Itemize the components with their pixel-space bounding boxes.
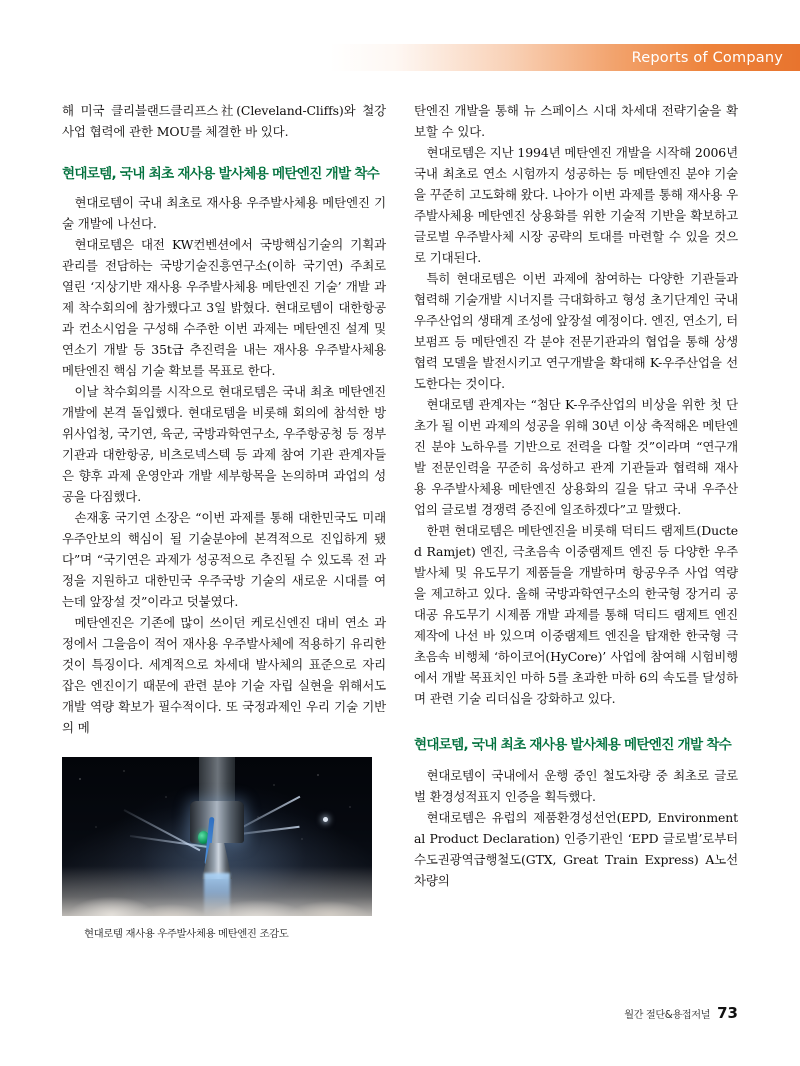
- paragraph: 현대로템은 유럽의 제품환경성선언(EPD, Environmental Product Declaration) 인증기관인 ‘EPD 글로벌’로부터 수도권광역급행철도(GTX, Great Train Express) A노선 차량의: [414, 810, 738, 888]
- section-heading-epd-certification: 현대로템, 국내 최초 재사용 발사체용 메탄엔진 개발 착수: [414, 737, 732, 753]
- paragraph: 현대로템 관계자는 “첨단 K-우주산업의 비상을 위한 첫 단초가 될 이번 과제의 성공을 위해 30년 이상 축적해온 메탄엔진 분야 노하우를 기반으로 전력을 다할 것”이라며 “연구개발 전문인력을 꾸준히 육성하고 관계 기관들과 협력해 재사용 우주발사체용 메탄엔진 상용화의 길을 닦고 국내 우주산업의 글로벌 경쟁력 증진에 일조하겠다”고 말했다.: [414, 397, 738, 517]
- paragraph: 한편 현대로템은 메탄엔진을 비롯해 덕티드 램제트(Ducted Ramjet) 엔진, 극초음속 이중램제트 엔진 등 다양한 우주발사체 및 유도무기 제품들을 개발하며 항공우주 사업 역량을 제고하고 있다. 올해 국방과학연구소의 한국형 장거리 공대공 유도무기 시제품 개발 과제를 통해 덕티드 램제트 엔진 제작에 나선 바 있으며 이중램제트 엔진을 탑재한 한국형 극초음속 비행체 ‘하이코어(HyCore)’ 사업에 참여해 시험비행에서 개발 목표치인 마하 5를 초과한 마하 6의 속도를 달성하며 관련 기술 리더십을 강화하고 있다.: [414, 523, 738, 706]
- paragraph: 특히 현대로템은 이번 과제에 참여하는 다양한 기관들과 협력해 기술개발 시너지를 극대화하고 형성 초기단계인 국내 우주산업의 생태계 조성에 앞장설 예정이다. 엔진, 연소기, 터보펌프 등 메탄엔진 각 분야 전문기관과의 협업을 통해 상생협력 모델을 발전시키고 연구개발을 확대해 K-우주산업을 선도한다는 것이다.: [414, 271, 738, 391]
- article-columns: [62, 100, 738, 940]
- paragraph-continued: 탄엔진 개발을 통해 뉴 스페이스 시대 차세대 전략기술을 확보할 수 있다.: [414, 103, 738, 139]
- journal-name: 월간 절단&용접저널: [624, 1010, 711, 1021]
- running-header-title: Reports of Company: [631, 49, 783, 66]
- paragraph: 현대로템은 대전 KW컨벤션에서 국방핵심기술의 기획과 관리를 전담하는 국방기술진흥연구소(이하 국기연) 주최로 열린 ‘지상기반 재사용 우주발사체용 메탄엔진 기술’ 개발 과제 착수회의에 참가했다고 3일 밝혔다. 현대로템이 대한항공과 컨소시엄을 구성해 수주한 이번 과제는 메탄엔진 설계 및 연소기 개발 등 35t급 추진력을 내는 재사용 우주발사체용 메탄엔진 핵심 기술 확보를 목표로 한다.: [62, 237, 386, 378]
- paragraph: 이날 착수회의를 시작으로 현대로템은 국내 최초 메탄엔진 개발에 본격 돌입했다. 현대로템을 비롯해 회의에 참석한 방위사업청, 국기연, 육군, 국방과학연구소, 우주항공청 등 정부기관과 대한항공, 비츠로넥스텍 등 과제 참여 기관 관계자들은 향후 과제 운영안과 개발 세부항목을 논의하며 과업의 성공을 다짐했다.: [62, 384, 386, 504]
- paragraph: 현대로템이 국내 최초로 재사용 우주발사체용 메탄엔진 기술 개발에 나선다.: [62, 195, 386, 231]
- article-figure: [62, 757, 372, 940]
- figure-caption: 현대로템 재사용 우주발사체용 메탄엔진 조감도: [84, 928, 289, 940]
- paragraph: 메탄엔진은 기존에 많이 쓰이던 케로신엔진 대비 연소 과정에서 그을음이 적어 재사용 우주발사체에 적용하기 유리한 것이 특징이다. 세계적으로 차세대 발사체의 표준으로 자리잡은 엔진이기 때문에 관련 분야 기술 자립 실현을 위해서도 개발 역량 확보가 필수적이다. 또 국정과제인 우리 기술 기반의 메: [62, 615, 386, 735]
- paragraph: 현대로템이 국내에서 운행 중인 철도차량 중 최초로 글로벌 환경성적표지 인증을 획득했다.: [414, 768, 738, 804]
- page-footer: [624, 1004, 738, 1022]
- right-column: [414, 100, 738, 940]
- distant-planet-icon: [323, 817, 328, 822]
- section-heading-methane-engine: 현대로템, 국내 최초 재사용 발사체용 메탄엔진 개발 착수: [62, 166, 380, 182]
- paragraph-continued: 해 미국 클리블랜드클리프스社(Cleveland-Cliffs)와 철강 사업 협력에 관한 MOU를 체결한 바 있다.: [62, 103, 386, 139]
- page-number: 73: [717, 1004, 738, 1022]
- left-column: [62, 100, 386, 940]
- paragraph: 손재홍 국기연 소장은 “이번 과제를 통해 대한민국도 미래 우주안보의 핵심이 될 기술분야에 본격적으로 진입하게 됐다”며 “국기연은 과제가 성공적으로 추진될 수 있도록 전 과정을 지원하고 대한민국 우주국방 기술의 새로운 시대를 여는데 앞장설 것”이라고 덧붙였다.: [62, 510, 386, 609]
- rocket-engine-image: [62, 757, 372, 916]
- paragraph: 현대로템은 지난 1994년 메탄엔진 개발을 시작해 2006년 국내 최초로 연소 시험까지 성공하는 등 메탄엔진 분야 기술을 꾸준히 고도화해 왔다. 나아가 이번 과제를 통해 재사용 우주발사체용 메탄엔진 상용화를 위한 기술적 기반을 확보하고 글로벌 우주발사체 시장 공략의 토대를 마련할 수 있을 것으로 기대된다.: [414, 145, 738, 265]
- running-header-banner: [330, 44, 800, 71]
- rocket-stage-body: [199, 757, 235, 801]
- cloud-layer: [62, 866, 372, 916]
